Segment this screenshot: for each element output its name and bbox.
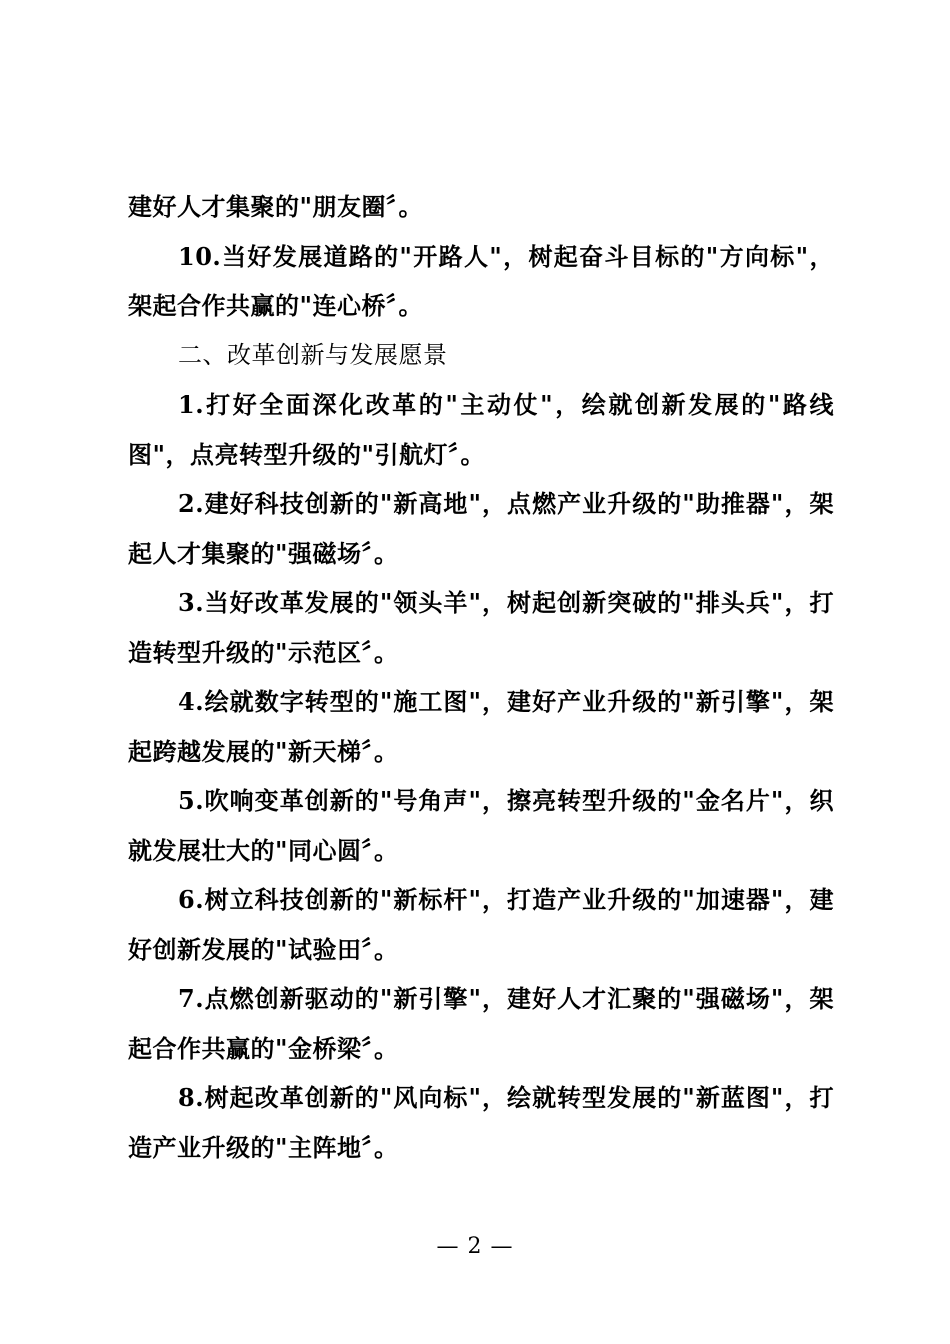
list-item-5: 5.吹响变革创新的"号角声"，擦亮转型升级的"金名片"，织就发展壮大的"同心圆〞。: [128, 786, 834, 865]
list-item-8: 8.树起改革创新的"风向标"，绘就转型发展的"新蓝图"，打造产业升级的"主阵地〞。: [128, 1083, 834, 1162]
document-body: [128, 182, 834, 1172]
list-item-2: 2.建好科技创新的"新高地"，点燃产业升级的"助推器"，架起人才集聚的"强磁场〞。: [128, 489, 834, 568]
list-item-1: 1.打好全面深化改革的"主动仗"，绘就创新发展的"路线图"，点亮转型升级的"引航灯〞。: [128, 390, 834, 469]
page-number: — 2 —: [436, 1234, 514, 1259]
paragraph-continuation: 建好人才集聚的"朋友圈〞。: [128, 192, 424, 221]
section-heading: 二、改革创新与发展愿景: [178, 340, 448, 369]
list-item-6: 6.树立科技创新的"新标杆"，打造产业升级的"加速器"，建好创新发展的"试验田〞。: [128, 885, 834, 964]
list-item-4: 4.绘就数字转型的"施工图"，建好产业升级的"新引擎"，架起跨越发展的"新天梯〞。: [128, 687, 834, 766]
list-item-10: 10.当好发展道路的"开路人"，树起奋斗目标的"方向标"，架起合作共赢的"连心桥〞。: [128, 241, 834, 320]
list-item-3: 3.当好改革发展的"领头羊"，树起创新突破的"排头兵"，打造转型升级的"示范区〞。: [128, 588, 834, 667]
list-item-7: 7.点燃创新驱动的"新引擎"，建好人才汇聚的"强磁场"，架起合作共赢的"金桥梁〞。: [128, 984, 834, 1063]
